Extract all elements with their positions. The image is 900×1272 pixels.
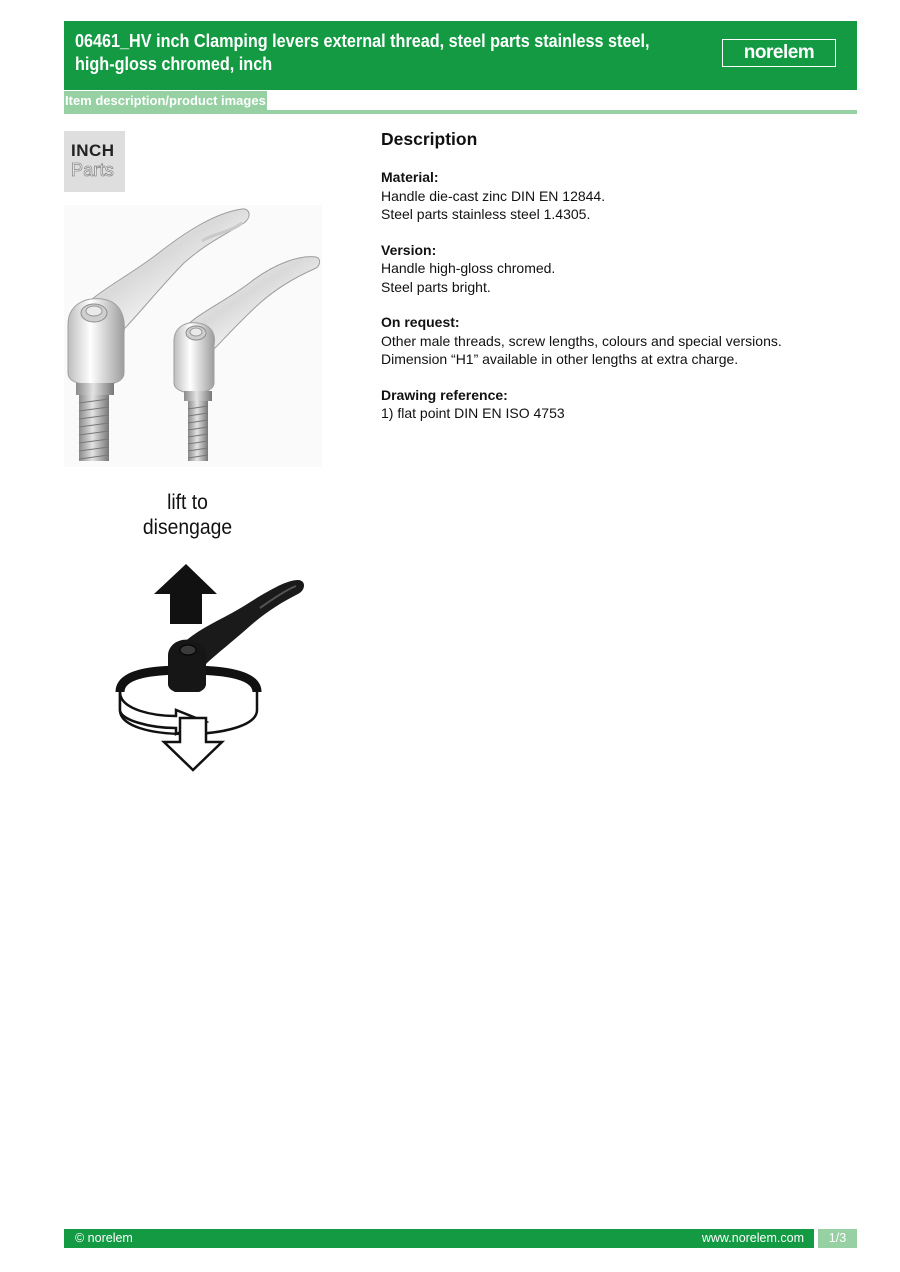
inch-parts-badge — [64, 131, 125, 192]
up-arrow-icon — [154, 564, 217, 624]
section-line: 1) flat point DIN EN ISO 4753 — [381, 405, 565, 421]
section-line: Handle high-gloss chromed. — [381, 260, 556, 276]
page-header — [64, 21, 857, 90]
footer-website-link[interactable]: www.norelem.com — [701, 1231, 804, 1245]
product-photo — [64, 205, 322, 467]
lift-caption — [116, 490, 259, 540]
section-line: Handle die-cast zinc DIN EN 12844. — [381, 187, 606, 204]
page-title: 06461_HV inch Clamping levers external thread, steel parts stainless steel, high-gloss chromed, inch — [75, 31, 650, 74]
description-heading: Description — [381, 129, 478, 149]
lift-caption-line2: disengage — [142, 516, 233, 539]
logo-text: norelem — [743, 42, 815, 63]
section-tab: Item description/product images — [65, 93, 266, 108]
badge-line2: Parts — [71, 160, 115, 180]
section-label: Material: — [381, 169, 439, 185]
section-line: Other male threads, screw lengths, colours and special versions. — [381, 332, 782, 349]
section-line: Dimension “H1” available in other lengths at extra charge. — [381, 351, 739, 367]
section-label: On request: — [381, 314, 460, 330]
badge-line1: INCH — [71, 141, 115, 160]
page-footer — [64, 1229, 814, 1248]
page-number: 1/3 — [818, 1229, 857, 1248]
section-version — [381, 241, 851, 297]
section-line: Steel parts stainless steel 1.4305. — [381, 206, 591, 222]
section-on-request — [381, 313, 851, 369]
tab-underline — [64, 110, 857, 114]
lift-to-disengage-diagram — [110, 560, 315, 780]
section-line: Steel parts bright. — [381, 278, 491, 295]
section-material — [381, 168, 851, 224]
footer-copyright: © norelem — [75, 1231, 133, 1245]
description-panel — [381, 128, 851, 440]
section-label: Drawing reference: — [381, 386, 508, 403]
norelem-logo — [722, 39, 836, 67]
lift-caption-line1: lift to — [167, 491, 208, 514]
section-label: Version: — [381, 241, 437, 258]
section-drawing-reference — [381, 386, 851, 423]
